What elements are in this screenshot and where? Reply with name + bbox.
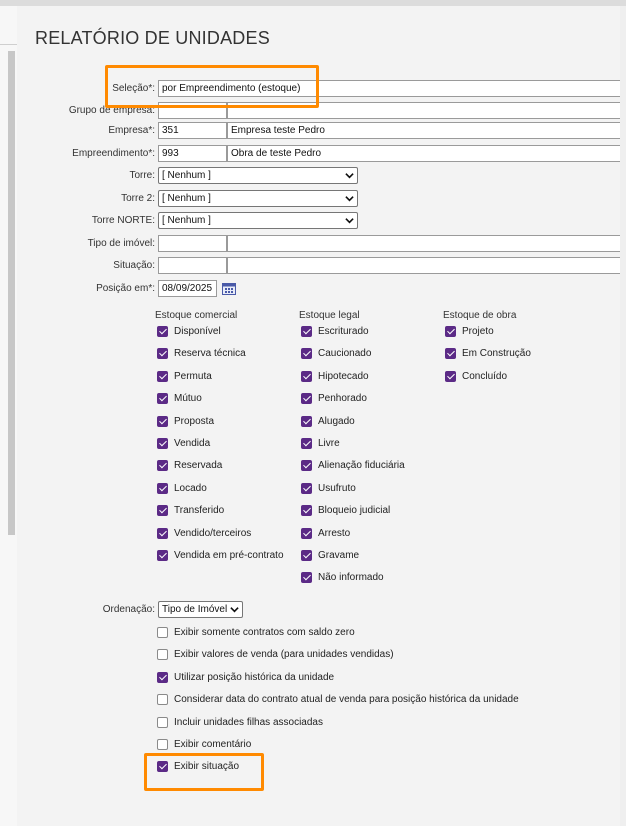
checkbox-label: Vendido/terceiros (174, 527, 252, 539)
checkbox-checked[interactable] (301, 572, 312, 583)
posicao-row (17, 280, 626, 298)
torre-norte-select[interactable] (158, 212, 358, 229)
checkbox-checked[interactable] (301, 528, 312, 539)
page-title: RELATÓRIO DE UNIDADES (35, 28, 270, 48)
checkbox-label: Incluir unidades filhas associadas (174, 716, 323, 728)
checkbox-label: Alugado (318, 415, 355, 427)
situacao-code-input[interactable] (158, 257, 227, 274)
posicao-label: Posição em*: (96, 283, 155, 294)
checkbox-label: Considerar data do contrato atual de venda para posição histórica da unidade (174, 694, 519, 706)
checkbox-label: Não informado (318, 572, 384, 584)
checkbox-label: Utilizar posição histórica da unidade (174, 671, 335, 683)
calendar-icon[interactable] (222, 282, 236, 295)
checkbox-label: Reservada (174, 460, 223, 472)
grupo-empresa-label: Grupo de empresa: (68, 105, 155, 116)
ordenacao-select[interactable] (158, 601, 243, 618)
checkbox-checked[interactable] (157, 371, 168, 382)
torre-select-value: [ Nenhum ] (162, 170, 211, 181)
report-form-panel (17, 6, 626, 826)
checkbox-label: Alienação fiduciária (318, 460, 405, 472)
checkbox-checked[interactable] (157, 483, 168, 494)
ordenacao-select-value: Tipo de Imóvel (162, 604, 228, 615)
checkbox-checked[interactable] (157, 393, 168, 404)
torre-select[interactable] (158, 167, 358, 184)
chevron-down-icon (345, 171, 354, 180)
torre-norte-select-value: [ Nenhum ] (162, 215, 211, 226)
chevron-down-icon (345, 216, 354, 225)
checkbox-label: Penhorado (318, 393, 367, 405)
left-scroll-thumb[interactable] (8, 51, 15, 535)
checkbox-label: Usufruto (318, 482, 356, 494)
empreendimento-name-input[interactable]: Obra de teste Pedro (227, 145, 626, 162)
situacao-label: Situação: (113, 260, 155, 271)
left-rail (0, 6, 17, 826)
checkbox-label: Transferido (174, 505, 225, 517)
checkbox-label: Gravame (318, 550, 360, 561)
checkbox-checked[interactable] (445, 326, 456, 337)
tipo-imovel-name-input[interactable] (227, 235, 626, 252)
ordenacao-row (17, 601, 626, 619)
checkbox-label: Mútuo (174, 393, 202, 405)
empreendimento-code-input[interactable]: 993 (158, 145, 227, 162)
situacao-row (17, 257, 626, 275)
estoque-legal-heading: Estoque legal (299, 310, 360, 321)
checkbox-checked[interactable] (301, 393, 312, 404)
grupo-empresa-name-input[interactable] (227, 102, 626, 119)
checkbox-label: Disponível (174, 326, 221, 337)
checkbox-checked[interactable] (445, 348, 456, 359)
empreendimento-label: Empreendimento*: (72, 148, 155, 159)
checkbox-checked[interactable] (445, 371, 456, 382)
checkbox-checked[interactable] (301, 505, 312, 516)
torre2-row (17, 190, 626, 208)
tipo-imovel-code-input[interactable] (158, 235, 227, 252)
torre2-label: Torre 2: (121, 193, 155, 204)
posicao-date-input[interactable]: 08/09/2025 (158, 280, 217, 297)
checkbox-label: Hipotecado (318, 370, 369, 382)
torre-norte-row (17, 212, 626, 230)
checkbox-unchecked[interactable] (157, 627, 168, 638)
checkbox-unchecked[interactable] (157, 649, 168, 660)
checkbox-checked[interactable] (157, 761, 168, 772)
checkbox-label: Caucionado (318, 348, 372, 360)
checkbox-unchecked[interactable] (157, 717, 168, 728)
checkbox-checked[interactable] (157, 348, 168, 359)
torre2-select-value: [ Nenhum ] (162, 193, 211, 204)
checkbox-checked[interactable] (157, 505, 168, 516)
checkbox-checked[interactable] (301, 460, 312, 471)
checkbox-checked[interactable] (301, 438, 312, 449)
torre2-select[interactable] (158, 190, 358, 207)
checkbox-label: Exibir valores de venda (para unidades vendidas) (174, 649, 394, 661)
empresa-row (17, 122, 626, 140)
checkbox-checked[interactable] (157, 550, 168, 561)
checkbox-checked[interactable] (157, 416, 168, 427)
chevron-down-icon (345, 194, 354, 203)
checkbox-label: Projeto (462, 326, 494, 337)
checkbox-checked[interactable] (157, 326, 168, 337)
empreendimento-row (17, 145, 626, 163)
estoque-obra-heading: Estoque de obra (443, 310, 517, 321)
checkbox-checked[interactable] (157, 528, 168, 539)
checkbox-label: Locado (174, 482, 207, 494)
estoque-comercial-heading: Estoque comercial (155, 310, 238, 321)
checkbox-label: Exibir somente contratos com saldo zero (174, 627, 355, 638)
ordenacao-label: Ordenação: (102, 604, 155, 615)
empresa-name-input[interactable]: Empresa teste Pedro (227, 122, 626, 139)
checkbox-label: Livre (318, 438, 340, 449)
checkbox-label: Reserva técnica (174, 348, 246, 360)
checkbox-label: Exibir situação (174, 761, 240, 773)
checkbox-label: Arresto (318, 527, 351, 539)
empresa-code-input[interactable]: 351 (158, 122, 227, 139)
empresa-label: Empresa*: (108, 125, 155, 136)
selecao-field[interactable]: por Empreendimento (estoque) (158, 80, 626, 97)
checkbox-checked[interactable] (301, 348, 312, 359)
tipo-imovel-row (17, 235, 626, 253)
chevron-down-icon (230, 605, 239, 614)
checkbox-unchecked[interactable] (157, 739, 168, 750)
checkbox-checked[interactable] (157, 460, 168, 471)
checkbox-label: Em Construção (462, 348, 531, 360)
grupo-empresa-row (17, 102, 626, 120)
checkbox-checked[interactable] (301, 550, 312, 561)
tipo-imovel-label: Tipo de imóvel: (87, 238, 155, 249)
checkbox-checked[interactable] (157, 672, 168, 683)
selecao-row (17, 80, 626, 98)
torre-row (17, 167, 626, 185)
selecao-label: Seleção*: (112, 83, 155, 94)
checkbox-label: Concluído (462, 370, 508, 382)
checkbox-label: Escriturado (318, 326, 369, 337)
checkbox-label: Bloqueio judicial (318, 505, 391, 517)
grupo-empresa-code-input[interactable] (158, 102, 227, 119)
torre-label: Torre: (129, 170, 155, 181)
checkbox-label: Permuta (174, 370, 212, 382)
checkbox-unchecked[interactable] (157, 694, 168, 705)
checkbox-label: Vendida (174, 438, 211, 449)
checkbox-checked[interactable] (301, 416, 312, 427)
checkbox-checked[interactable] (301, 371, 312, 382)
checkbox-label: Exibir comentário (174, 739, 252, 750)
checkbox-label: Vendida em pré-contrato (174, 550, 284, 561)
checkbox-label: Proposta (174, 415, 215, 427)
checkbox-checked[interactable] (301, 326, 312, 337)
checkbox-checked[interactable] (301, 483, 312, 494)
situacao-name-input[interactable] (227, 257, 626, 274)
right-scrollbar[interactable] (620, 6, 626, 826)
checkbox-checked[interactable] (157, 438, 168, 449)
torre-norte-label: Torre NORTE: (91, 215, 155, 226)
